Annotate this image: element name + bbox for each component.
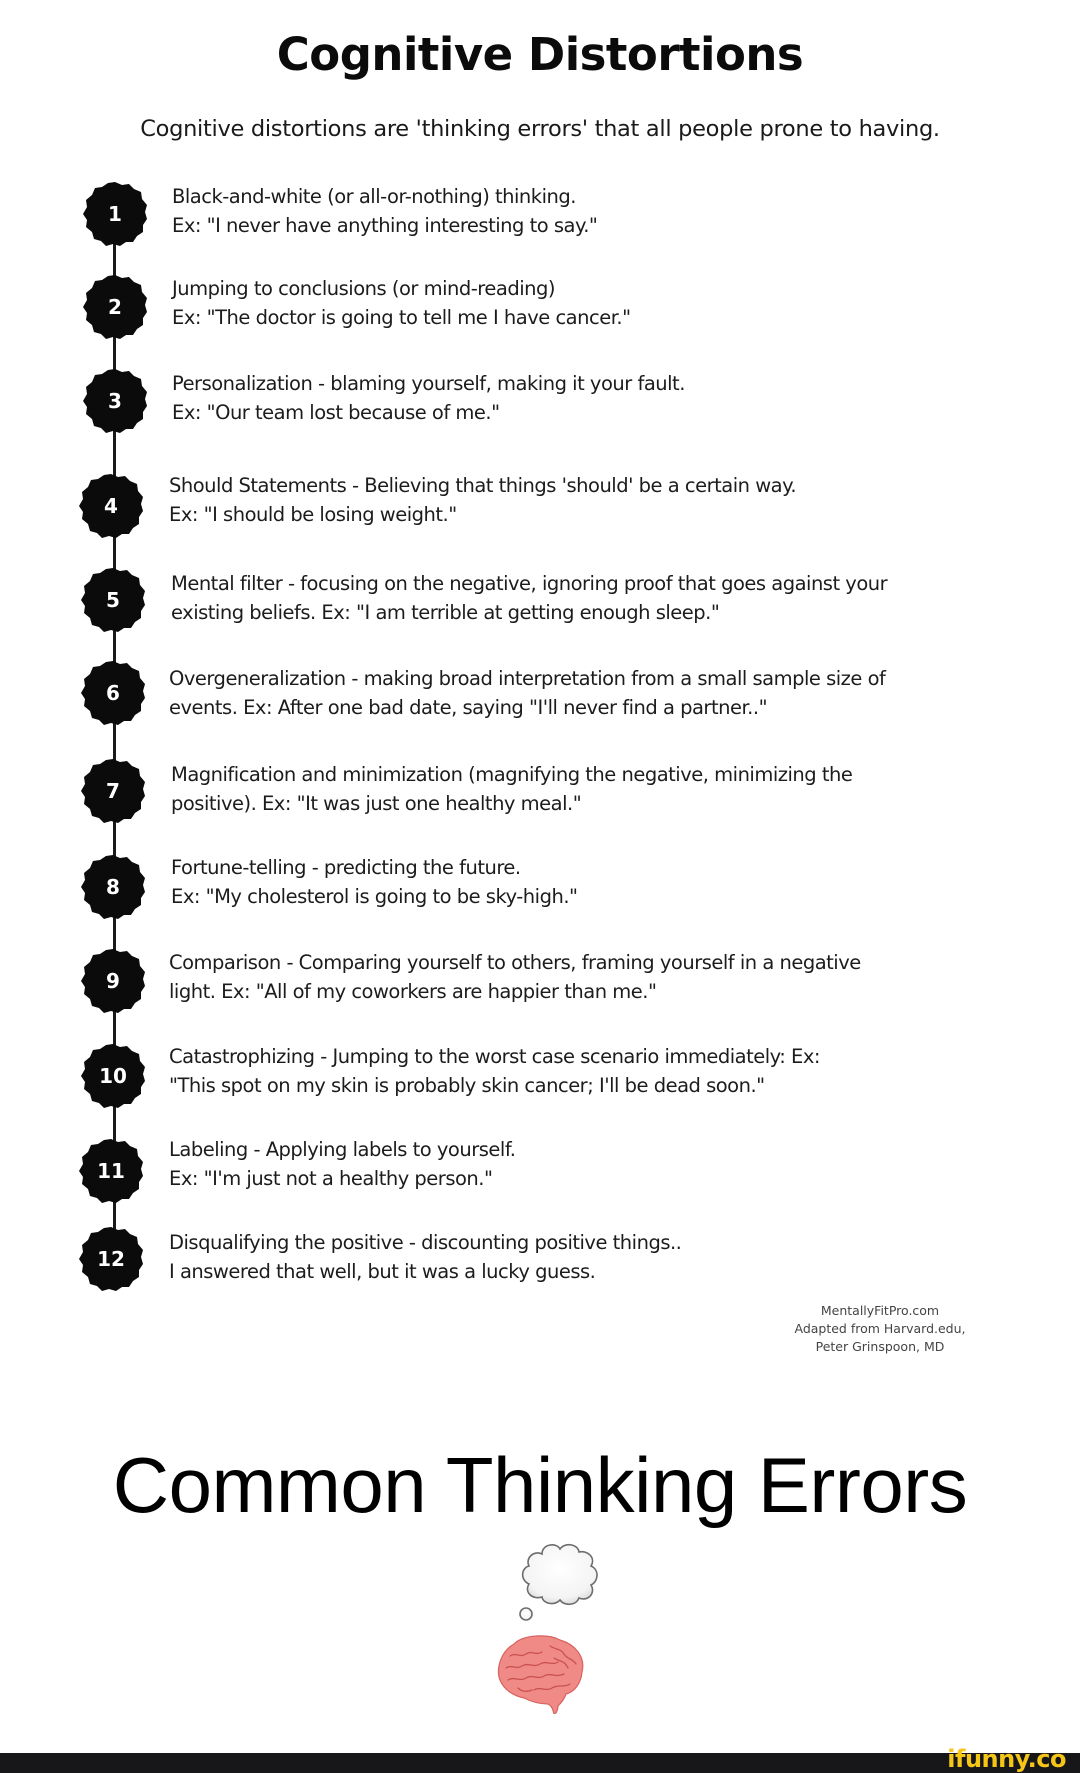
infographic-subtitle: Cognitive distortions are 'thinking errors' that all people prone to having. <box>140 116 940 142</box>
number-badge-icon: 5 <box>80 567 146 633</box>
distortion-text: Mental filter - focusing on the negative, ignoring proof that goes against your existing beliefs. Ex: "I am terrible at getting enough sleep." <box>171 572 888 624</box>
number-badge-icon: 6 <box>80 660 146 726</box>
distortion-text: Comparison - Comparing yourself to others, framing yourself in a negative light. Ex: "All of my coworkers are happier than me." <box>169 951 861 1003</box>
distortion-text: Catastrophizing - Jumping to the worst case scenario immediately: Ex: "This spot on my skin is probably skin cancer; I'll be dead soon." <box>169 1045 820 1097</box>
distortion-text: Overgeneralization - making broad interpretation from a small sample size of events. Ex: After one bad date, saying "I'll never find a partner.." <box>169 667 886 719</box>
distortion-text: Magnification and minimization (magnifying the negative, minimizing the positive). Ex: "It was just one healthy meal." <box>171 763 853 815</box>
number-badge-icon: 9 <box>80 948 146 1014</box>
thought-balloon-icon <box>512 1540 607 1625</box>
number-badge-icon: 12 <box>78 1226 144 1292</box>
ifunny-watermark: ifunny.co <box>947 1746 1066 1773</box>
number-badge-icon: 10 <box>80 1043 146 1109</box>
brain-icon <box>494 1634 590 1714</box>
distortion-text: Jumping to conclusions (or mind-reading) Ex: "The doctor is going to tell me I have cancer." <box>172 277 631 329</box>
number-badge-icon: 4 <box>78 473 144 539</box>
distortion-text: Disqualifying the positive - discounting positive things.. I answered that well, but it was a lucky guess. <box>169 1231 682 1283</box>
number-badge-icon: 8 <box>80 854 146 920</box>
number-badge-icon: 3 <box>82 368 148 434</box>
number-badge-icon: 11 <box>78 1138 144 1204</box>
distortion-text: Should Statements - Believing that things 'should' be a certain way. Ex: "I should be losing weight." <box>169 474 797 526</box>
caption-heading: Common Thinking Errors <box>112 1441 968 1529</box>
infographic-title: Cognitive Distortions <box>276 28 804 81</box>
distortion-text: Black-and-white (or all-or-nothing) thinking. Ex: "I never have anything interesting to say." <box>172 185 598 237</box>
distortion-text: Labeling - Applying labels to yourself. Ex: "I'm just not a healthy person." <box>169 1138 516 1190</box>
source-credits: MentallyFitPro.com Adapted from Harvard.edu, Peter Grinspoon, MD <box>794 1303 966 1354</box>
number-badge-icon: 1 <box>82 181 148 247</box>
number-badge-icon: 2 <box>82 274 148 340</box>
number-badge-icon: 7 <box>80 758 146 824</box>
footer-bar <box>0 1753 1080 1773</box>
distortion-text: Fortune-telling - predicting the future. Ex: "My cholesterol is going to be sky-high." <box>171 856 578 908</box>
distortion-text: Personalization - blaming yourself, making it your fault. Ex: "Our team lost because of me." <box>172 372 685 424</box>
